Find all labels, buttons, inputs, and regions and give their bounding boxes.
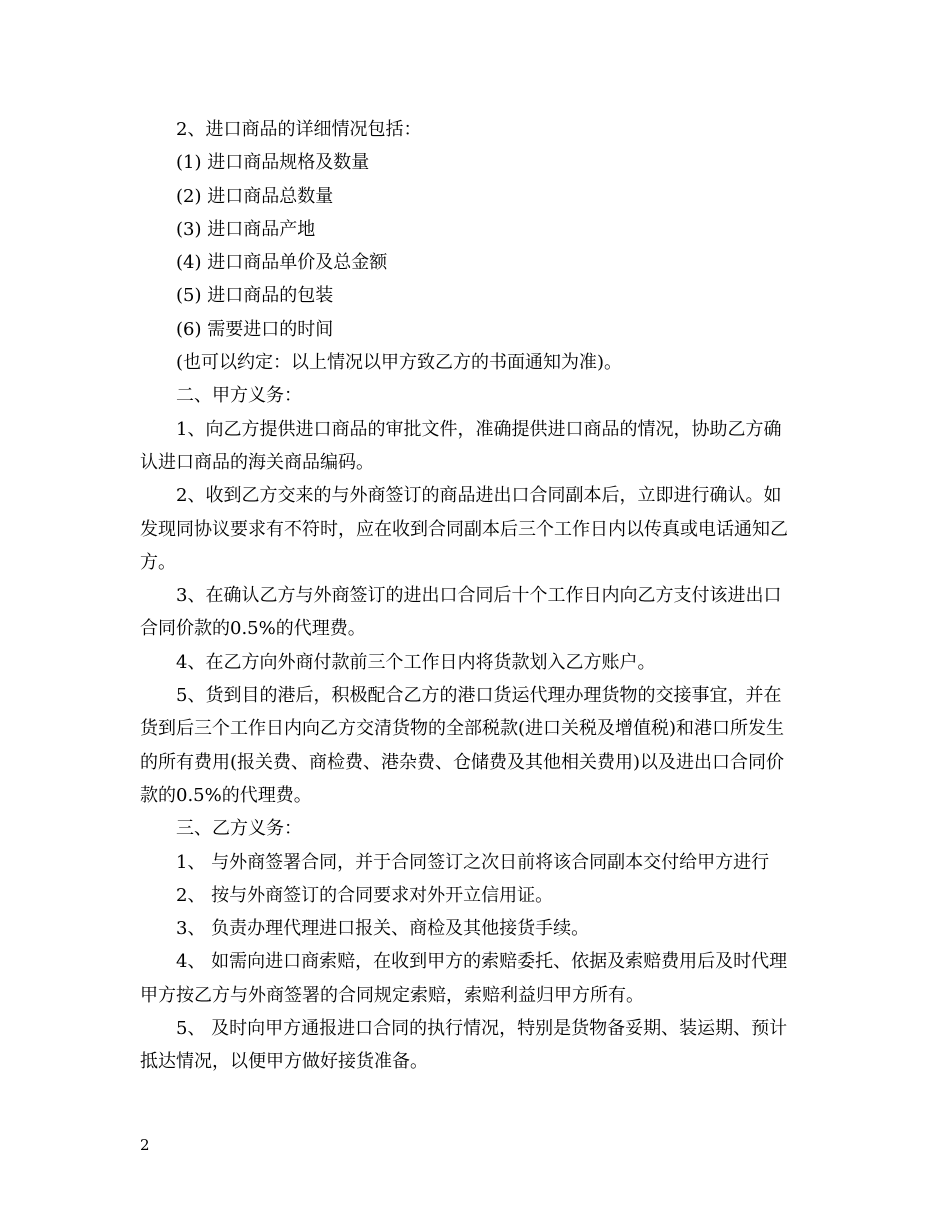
page-number: 2: [140, 1136, 150, 1154]
text-line: 款的0.5%的代理费。: [140, 784, 312, 806]
text-line: (6) 需要进口的时间: [176, 318, 334, 340]
text-line: 的所有费用(报关费、商检费、港杂费、仓储费及其他相关费用)以及进出口合同价: [140, 751, 785, 773]
text-line: 3、 负责办理代理进口报关、商检及其他接货手续。: [176, 918, 590, 940]
text-line: 甲方按乙方与外商签署的合同规定索赔，索赔利益归甲方所有。: [140, 984, 644, 1006]
text-line: 2、 按与外商签订的合同要求对外开立信用证。: [176, 884, 554, 906]
text-line: 认进口商品的海关商品编码。: [140, 451, 374, 473]
text-line: 1、 与外商签署合同，并于合同签订之次日前将该合同副本交付给甲方进行: [176, 851, 770, 873]
section-heading: 二、甲方义务：: [176, 385, 302, 407]
section-heading: 三、乙方义务：: [176, 818, 302, 840]
text-line: 发现同协议要求有不符时，应在收到合同副本后三个工作日内以传真或电话通知乙: [140, 518, 788, 540]
text-line: 2、进口商品的详细情况包括：: [176, 119, 422, 140]
text-line: 5、 及时向甲方通报进口合同的执行情况，特别是货物备妥期、装运期、预计: [176, 1018, 788, 1040]
text-line: 合同价款的0.5%的代理费。: [140, 618, 366, 640]
text-line: (5) 进口商品的包装: [176, 285, 334, 307]
text-line: 1、向乙方提供进口商品的审批文件，准确提供进口商品的情况，协助乙方确: [176, 418, 782, 440]
text-line: 货到后三个工作日内向乙方交清货物的全部税款(进口关税及增值税)和港口所发生: [140, 718, 785, 740]
text-line: 3、在确认乙方与外商签订的进出口合同后十个工作日内向乙方支付该进出口: [176, 585, 782, 607]
text-line: 5、货到目的港后，积极配合乙方的港口货运代理办理货物的交接事宜，并在: [176, 685, 782, 707]
text-line: 4、 如需向进口商索赔，在收到甲方的索赔委托、依据及索赔费用后及时代理: [176, 951, 788, 973]
text-line: 2、收到乙方交来的与外商签订的商品进出口合同副本后，立即进行确认。如: [176, 485, 782, 507]
text-line: 抵达情况，以便甲方做好接货准备。: [140, 1051, 428, 1073]
text-line: 方。: [140, 551, 176, 573]
text-line: (2) 进口商品总数量: [176, 185, 334, 207]
text-line: (3) 进口商品产地: [176, 218, 316, 240]
document-body: [140, 113, 815, 1079]
text-line: (也可以约定：以上情况以甲方致乙方的书面通知为准)。: [176, 352, 623, 374]
text-line: (1) 进口商品规格及数量: [176, 152, 370, 174]
text-line: (4) 进口商品单价及总金额: [176, 252, 388, 274]
text-line: 4、在乙方向外商付款前三个工作日内将货款划入乙方账户。: [176, 651, 656, 673]
